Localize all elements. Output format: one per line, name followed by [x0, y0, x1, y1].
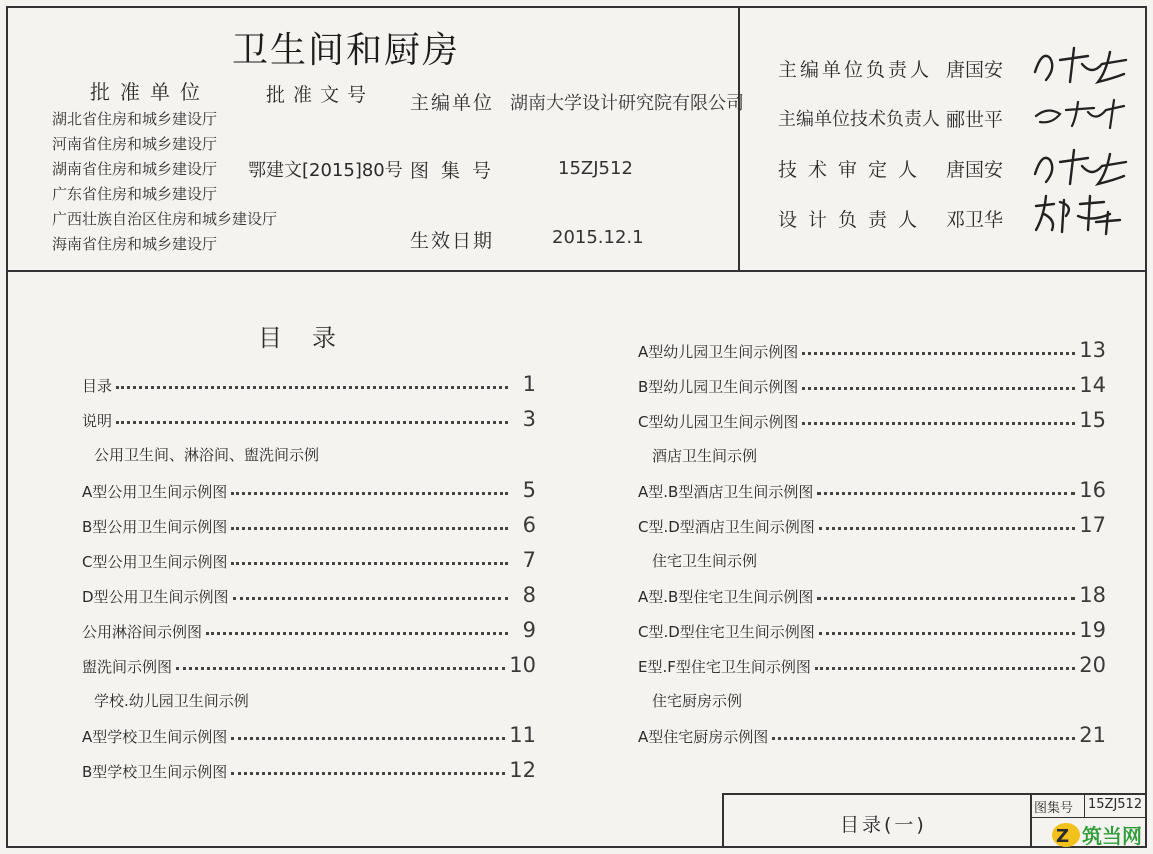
- toc-entry-title: D型公用卫生间示例图: [82, 588, 229, 606]
- toc-entry[interactable]: [638, 616, 1106, 642]
- toc-entry-title: A型学校卫生间示例图: [82, 728, 228, 746]
- toc-entry-title: 目录: [82, 377, 113, 395]
- toc-leader-dots: [116, 386, 508, 389]
- toc-page-number: 6: [522, 513, 536, 537]
- toc-leader-dots: [231, 772, 505, 775]
- footer-atlas-label: 图集号: [1034, 801, 1074, 816]
- toc-entry-title: C型.D型酒店卫生间示例图: [638, 518, 815, 536]
- toc-leader-dots: [116, 421, 508, 424]
- handwritten-signature: [1030, 144, 1130, 189]
- toc-entry[interactable]: [638, 371, 1106, 397]
- date-value: 2015.12.1: [552, 227, 644, 248]
- toc-page-number: 3: [522, 407, 536, 431]
- footer-title: 目录(一): [840, 814, 927, 836]
- signature-name: 邓卫华: [946, 209, 1004, 231]
- toc-leader-dots: [802, 422, 1075, 425]
- handwritten-signature: [1030, 192, 1130, 237]
- date-label: 生效日期: [410, 230, 495, 252]
- toc-page-number: 10: [509, 653, 536, 677]
- toc-entry-title: B型学校卫生间示例图: [82, 763, 228, 781]
- toc-entry-title: A型.B型酒店卫生间示例图: [638, 483, 814, 501]
- approval-dept: 河南省住房和城乡建设厅: [52, 135, 218, 153]
- toc-leader-dots: [815, 667, 1075, 670]
- toc-entry-title: A型.B型住宅卫生间示例图: [638, 588, 814, 606]
- toc-page-number: 1: [522, 372, 536, 396]
- toc-section-heading: 酒店卫生间示例: [652, 447, 758, 465]
- signature-role: 主编单位技术负责人: [778, 109, 940, 130]
- toc-page-number: 7: [522, 548, 536, 572]
- toc-entry[interactable]: [82, 756, 536, 782]
- toc-leader-dots: [819, 632, 1075, 635]
- footer-divider: [1030, 817, 1147, 818]
- footer-divider: [722, 793, 724, 848]
- signature-divider: [738, 6, 740, 272]
- toc-page-number: 16: [1079, 478, 1106, 502]
- footer-divider: [1084, 793, 1085, 817]
- header-divider: [6, 270, 1147, 272]
- footer-atlas-value: 15ZJ512: [1088, 797, 1143, 812]
- toc-leader-dots: [817, 597, 1075, 600]
- toc-entry[interactable]: [638, 651, 1106, 677]
- toc-leader-dots: [802, 387, 1075, 390]
- signature-role: 技术审定人: [778, 159, 929, 181]
- toc-section-heading: 住宅厨房示例: [652, 692, 743, 710]
- atlas-label: 图集号: [410, 160, 504, 182]
- svg-text:Z: Z: [1056, 826, 1070, 847]
- toc-page-number: 15: [1079, 408, 1106, 432]
- signature-role: 主编单位负责人: [778, 59, 933, 81]
- toc-section-heading: 住宅卫生间示例: [652, 552, 758, 570]
- toc-entry[interactable]: [82, 476, 536, 502]
- toc-leader-dots: [802, 352, 1075, 355]
- toc-leader-dots: [206, 632, 508, 635]
- toc-leader-dots: [231, 527, 508, 530]
- toc-leader-dots: [231, 562, 508, 565]
- toc-entry[interactable]: [638, 476, 1106, 502]
- toc-page-number: 20: [1079, 653, 1106, 677]
- toc-leader-dots: [817, 492, 1075, 495]
- document-no-value: 鄂建文[2015]80号: [248, 160, 403, 181]
- handwritten-signature: [1030, 94, 1130, 134]
- toc-page-number: 17: [1079, 513, 1106, 537]
- toc-entry[interactable]: [638, 406, 1106, 432]
- toc-entry[interactable]: [82, 651, 536, 677]
- page-title: 卫生间和厨房: [232, 30, 461, 71]
- approval-dept: 湖南省住房和城乡建设厅: [52, 160, 218, 178]
- toc-entry-title: B型公用卫生间示例图: [82, 518, 228, 536]
- toc-page-number: 11: [509, 723, 536, 747]
- toc-entry-title: 说明: [82, 412, 113, 430]
- handwritten-signature: [1030, 42, 1130, 87]
- toc-entry[interactable]: [638, 721, 1106, 747]
- toc-page-number: 9: [522, 618, 536, 642]
- toc-page-number: 13: [1079, 338, 1106, 362]
- toc-entry-title: C型公用卫生间示例图: [82, 553, 228, 571]
- approval-dept: 广西壮族自治区住房和城乡建设厅: [52, 210, 278, 228]
- footer-divider: [1030, 793, 1032, 848]
- toc-leader-dots: [819, 527, 1075, 530]
- toc-leader-dots: [231, 492, 508, 495]
- toc-page-number: 5: [522, 478, 536, 502]
- signature-name: 唐国安: [946, 159, 1004, 181]
- toc-entry[interactable]: [82, 405, 536, 431]
- signature-name: 郦世平: [946, 109, 1004, 131]
- toc-entry-title: B型幼儿园卫生间示例图: [638, 378, 799, 396]
- toc-entry-title: C型幼儿园卫生间示例图: [638, 413, 799, 431]
- toc-page-number: 21: [1079, 723, 1106, 747]
- editor-label: 主编单位: [410, 92, 495, 114]
- approval-dept: 湖北省住房和城乡建设厅: [52, 110, 218, 128]
- toc-page-number: 19: [1079, 618, 1106, 642]
- toc-page-number: 14: [1079, 373, 1106, 397]
- toc-entry[interactable]: [82, 721, 536, 747]
- toc-page-number: 8: [522, 583, 536, 607]
- toc-title: 目录: [258, 324, 366, 352]
- toc-section-heading: 学校.幼儿园卫生间示例: [94, 692, 249, 710]
- approval-dept: 海南省住房和城乡建设厅: [52, 235, 218, 253]
- toc-entry-title: A型住宅厨房示例图: [638, 728, 769, 746]
- signature-name: 唐国安: [946, 59, 1004, 81]
- toc-entry[interactable]: [82, 546, 536, 572]
- watermark-text: 筑当网: [1082, 824, 1142, 848]
- toc-section-heading: 公用卫生间、淋浴间、盥洗间示例: [94, 446, 320, 464]
- toc-entry-title: E型.F型住宅卫生间示例图: [638, 658, 811, 676]
- toc-entry[interactable]: [638, 581, 1106, 607]
- toc-entry[interactable]: [82, 370, 536, 396]
- toc-entry[interactable]: [82, 581, 536, 607]
- toc-entry-title: C型.D型住宅卫生间示例图: [638, 623, 815, 641]
- signature-role: 设计负责人: [778, 209, 929, 231]
- toc-entry[interactable]: [82, 511, 536, 537]
- toc-entry-title: A型公用卫生间示例图: [82, 483, 228, 501]
- toc-leader-dots: [772, 737, 1075, 740]
- document-no-label: 批准文号: [266, 84, 375, 106]
- toc-leader-dots: [176, 667, 505, 670]
- watermark-logo: [1050, 820, 1150, 850]
- toc-entry-title: 盥洗间示例图: [82, 658, 173, 676]
- approval-dept: 广东省住房和城乡建设厅: [52, 185, 218, 203]
- toc-entry[interactable]: [638, 336, 1106, 362]
- toc-leader-dots: [233, 597, 508, 600]
- toc-entry-title: A型幼儿园卫生间示例图: [638, 343, 799, 361]
- approval-label: 批准单位: [90, 80, 210, 104]
- atlas-value: 15ZJ512: [558, 158, 633, 179]
- toc-leader-dots: [231, 737, 505, 740]
- toc-page-number: 12: [509, 758, 536, 782]
- toc-entry-title: 公用淋浴间示例图: [82, 623, 203, 641]
- toc-entry[interactable]: [638, 511, 1106, 537]
- toc-entry[interactable]: [82, 616, 536, 642]
- toc-page-number: 18: [1079, 583, 1106, 607]
- editor-value: 湖南大学设计研究院有限公司: [510, 93, 744, 114]
